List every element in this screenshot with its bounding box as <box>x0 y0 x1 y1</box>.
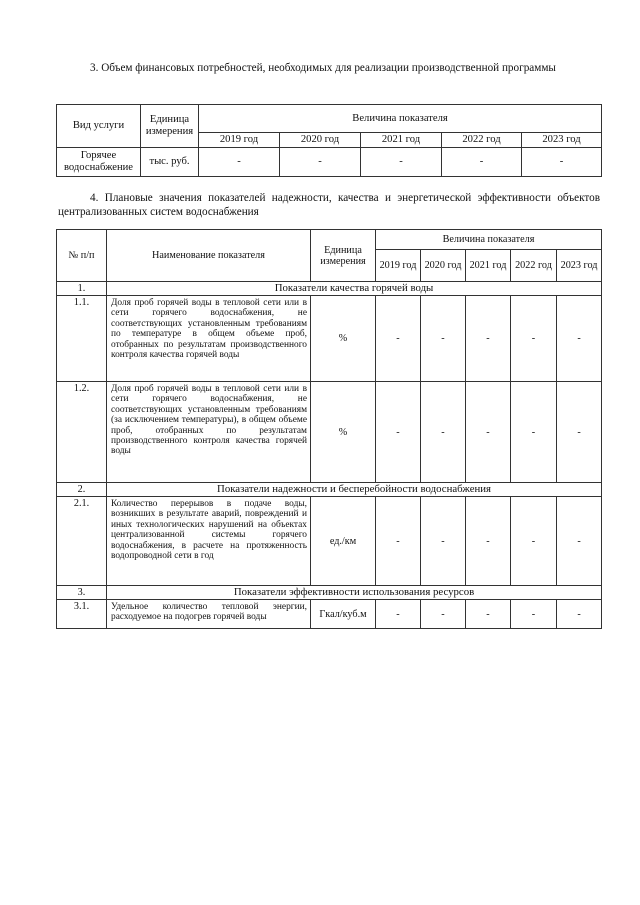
value-cell: - <box>511 600 557 629</box>
value-cell: - <box>466 600 511 629</box>
unit-cell: % <box>311 296 376 382</box>
indicators-table <box>56 229 602 629</box>
value-cell: - <box>557 382 602 483</box>
value-cell: - <box>376 600 421 629</box>
section-title: Показатели надежности и бесперебойности водоснабжения <box>107 483 602 497</box>
value-cell: - <box>466 382 511 483</box>
year-header: 2019 год <box>199 133 280 148</box>
value-cell: - <box>522 148 602 177</box>
value-cell: - <box>557 600 602 629</box>
year-header: 2020 год <box>421 250 466 282</box>
col-value-header: Величина показателя <box>376 230 602 250</box>
value-cell: - <box>361 148 442 177</box>
year-header: 2020 год <box>280 133 361 148</box>
value-cell: - <box>442 148 522 177</box>
value-cell: - <box>421 296 466 382</box>
row-number: 3.1. <box>57 600 107 629</box>
value-cell: - <box>557 296 602 382</box>
section-number: 3. <box>57 586 107 600</box>
year-header: 2023 год <box>522 133 602 148</box>
value-cell: - <box>376 382 421 483</box>
value-cell: - <box>511 497 557 586</box>
row-number: 1.1. <box>57 296 107 382</box>
col-value-header: Величина показателя <box>199 105 602 133</box>
year-header: 2022 год <box>511 250 557 282</box>
indicator-name: Удельное количество тепловой энергии, расходуемое на подогрев горячей воды <box>107 600 311 629</box>
row-number: 1.2. <box>57 382 107 483</box>
value-cell: - <box>511 296 557 382</box>
section-title: Показатели качества горячей воды <box>107 282 602 296</box>
value-cell: - <box>280 148 361 177</box>
col-unit-header: Единица измерения <box>141 105 199 148</box>
value-cell: - <box>421 497 466 586</box>
section4-heading: 4. Плановые значения показателей надежности, качества и энергетической эффективности объектов централизованных систем водоснабжения <box>58 192 600 218</box>
value-cell: - <box>376 296 421 382</box>
unit-cell: % <box>311 382 376 483</box>
section-number: 1. <box>57 282 107 296</box>
value-cell: - <box>466 296 511 382</box>
year-header: 2021 год <box>466 250 511 282</box>
service-cell: Горячее водоснабжение <box>57 148 141 177</box>
value-cell: - <box>376 497 421 586</box>
financial-needs-table <box>56 104 602 177</box>
value-cell: - <box>421 600 466 629</box>
year-header: 2023 год <box>557 250 602 282</box>
col-unit-header: Единица измерения <box>311 230 376 282</box>
section-number: 2. <box>57 483 107 497</box>
year-header: 2021 год <box>361 133 442 148</box>
section-title: Показатели эффективности использования ресурсов <box>107 586 602 600</box>
indicator-name: Доля проб горячей воды в тепловой сети или в сети горячего водоснабжения, не соответствующих установленным требованиям по температуре в общем объеме проб, отобранных по результатам производственного контроля качества горячей воды <box>107 296 311 382</box>
indicator-name: Количество перерывов в подаче воды, возникших в результате аварий, повреждений и иных технологических нарушений на объектах централизованной системы горячего водоснабжения, в расчете на протяженность водопроводной сети в год <box>107 497 311 586</box>
unit-cell: Гкал/куб.м <box>311 600 376 629</box>
unit-cell: тыс. руб. <box>141 148 199 177</box>
col-service-header: Вид услуги <box>57 105 141 148</box>
value-cell: - <box>511 382 557 483</box>
col-name-header: Наименование показателя <box>107 230 311 282</box>
value-cell: - <box>421 382 466 483</box>
value-cell: - <box>557 497 602 586</box>
indicator-name: Доля проб горячей воды в тепловой сети или в сети горячего водоснабжения, не соответствующих установленным требованиям (за исключением температуры), в общем объеме проб, отобранных по результатам производственного контроля качества горячей воды <box>107 382 311 483</box>
col-num-header: № п/п <box>57 230 107 282</box>
value-cell: - <box>199 148 280 177</box>
row-number: 2.1. <box>57 497 107 586</box>
unit-cell: ед./км <box>311 497 376 586</box>
value-cell: - <box>466 497 511 586</box>
year-header: 2022 год <box>442 133 522 148</box>
section3-heading: 3. Объем финансовых потребностей, необходимых для реализации производственной программы <box>90 62 556 74</box>
year-header: 2019 год <box>376 250 421 282</box>
